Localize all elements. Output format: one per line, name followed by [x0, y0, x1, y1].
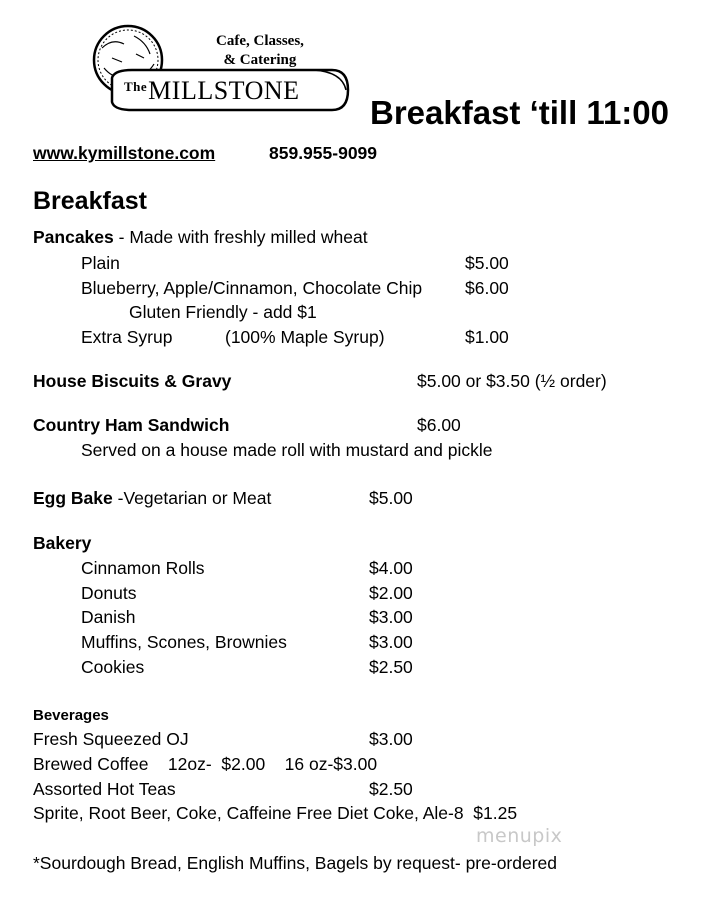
website-link[interactable]: www.kymillstone.com — [33, 143, 216, 163]
menu-item-name: Extra Syrup — [81, 327, 173, 347]
menu-item-price: $3.00 — [369, 607, 413, 627]
menu-item-name: Muffins, Scones, Brownies — [81, 632, 287, 652]
menu-item-price: $3.00 — [369, 729, 413, 749]
ham-desc: Served on a house made roll with mustard and pickle — [81, 440, 493, 460]
beverages-title: Beverages — [33, 707, 109, 724]
coffee-line: Brewed Coffee 12oz- $2.00 16 oz-$3.00 — [33, 754, 378, 774]
bakery-title: Bakery — [33, 533, 92, 553]
logo-name: MILLSTONE — [148, 76, 300, 105]
egg-bake-desc: -Vegetarian or Meat — [112, 488, 272, 508]
sodas-line: Sprite, Root Beer, Coke, Caffeine Free Diet Coke, Ale-8 $1.25 — [33, 803, 518, 823]
menu-item-name: Cinnamon Rolls — [81, 558, 205, 578]
menu-item-price: $2.50 — [369, 657, 413, 677]
egg-bake-name: Egg Bake — [33, 488, 113, 508]
egg-bake-heading — [33, 488, 271, 509]
menu-item-price: $1.00 — [465, 327, 509, 347]
menu-item-name: Blueberry, Apple/Cinnamon, Chocolate Chip — [81, 278, 423, 298]
menu-item-name: Assorted Hot Teas — [33, 779, 176, 799]
logo-the: The — [124, 79, 148, 94]
ham-price: $6.00 — [417, 415, 461, 435]
menu-item-name: Cookies — [81, 657, 145, 677]
biscuits-price: $5.00 or $3.50 (½ order) — [417, 371, 607, 391]
menu-item-name: Plain — [81, 253, 120, 273]
logo-tagline-line1: Cafe, Classes, — [216, 33, 304, 49]
pancakes-heading — [33, 227, 368, 248]
logo-tagline-line2: & Catering — [223, 52, 297, 68]
menu-item-name: Danish — [81, 607, 136, 627]
page-title: Breakfast ‘till 11:00 — [370, 94, 669, 131]
watermark: menupix — [476, 825, 563, 847]
menu-item-price: $3.00 — [369, 632, 413, 652]
pancakes-name: Pancakes — [33, 227, 114, 247]
menu-item-name: Donuts — [81, 583, 137, 603]
millstone-logo — [92, 18, 352, 126]
menu-item-name: Fresh Squeezed OJ — [33, 729, 189, 749]
biscuits-name: House Biscuits & Gravy — [33, 371, 232, 391]
menu-item-price: $2.00 — [369, 583, 413, 603]
gluten-note: Gluten Friendly - add $1 — [129, 302, 317, 322]
syrup-note: (100% Maple Syrup) — [225, 327, 385, 347]
pancakes-desc: - Made with freshly milled wheat — [113, 227, 368, 247]
menu-item-price: $4.00 — [369, 558, 413, 578]
section-title: Breakfast — [33, 187, 147, 215]
menu-item-price: $2.50 — [369, 779, 413, 799]
phone-number: 859.955-9099 — [269, 143, 378, 163]
egg-bake-price: $5.00 — [369, 488, 413, 508]
footnote: *Sourdough Bread, English Muffins, Bagels by request- pre-ordered — [33, 853, 558, 873]
menu-item-price: $6.00 — [465, 278, 509, 298]
ham-name: Country Ham Sandwich — [33, 415, 230, 435]
menu-item-price: $5.00 — [465, 253, 509, 273]
